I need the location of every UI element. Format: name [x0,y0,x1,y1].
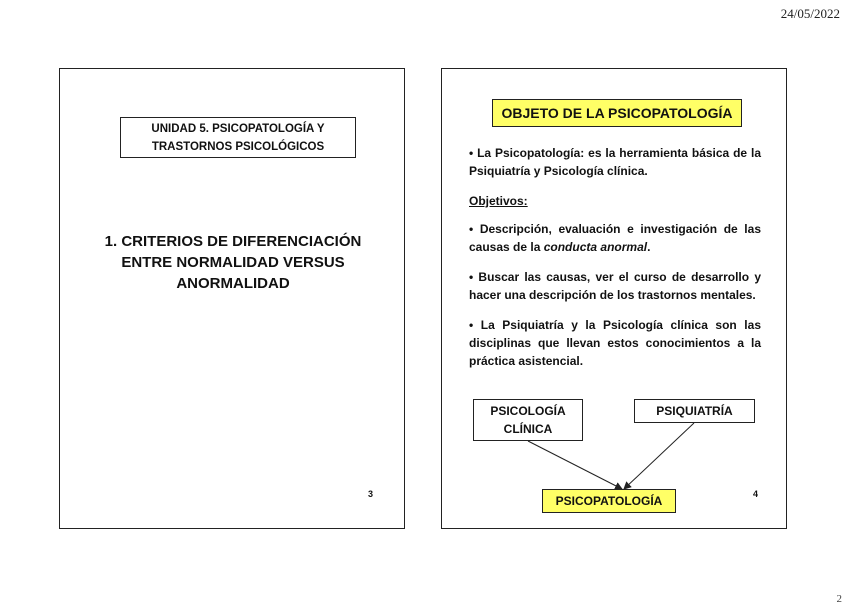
psicopatologia-box: PSICOPATOLOGÍA [542,489,676,513]
slide-page-number: 4 [752,489,758,499]
objectives-label: Objetivos: [469,194,528,208]
arrow-from-psiquiatria [624,423,694,489]
slide-3 [59,68,405,529]
arrow-from-psicologia [528,441,622,489]
bullet-1-text: • Descripción, evaluación e investigación de las causas de la [469,222,761,254]
unit-title-box: UNIDAD 5. PSICOPATOLOGÍA Y TRASTORNOS PSICOLÓGICOS [120,117,356,158]
slide-page-number: 3 [367,489,373,499]
psicologia-clinica-box: PSICOLOGÍA CLÍNICA [473,399,583,441]
slide-4 [441,68,787,529]
diagram-arrows [442,69,788,530]
document-date: 24/05/2022 [780,6,840,21]
objective-bullet-2: • Buscar las causas, ver el curso de desarrollo y hacer una descripción de los trastornos mentales. [469,270,761,302]
bullet-1-italic: conducta anormal [543,240,648,254]
sheet-page-number: 2 [836,593,842,605]
slide-heading: OBJETO DE LA PSICOPATOLOGÍA [492,99,742,127]
psiquiatria-box: PSIQUIATRÍA [634,399,755,423]
bullet-1-end: . [647,240,651,254]
intro-paragraph: • La Psicopatología: es la herramienta básica de la Psiquiatría y Psicología clínica. [469,146,761,178]
objective-bullet-3: • La Psiquiatría y la Psicología clínica son las disciplinas que llevan estos conocimientos a la práctica asistencial. [469,318,761,368]
slide-title: 1. CRITERIOS DE DIFERENCIACIÓN ENTRE NORMALIDAD VERSUS ANORMALIDAD [104,233,362,292]
